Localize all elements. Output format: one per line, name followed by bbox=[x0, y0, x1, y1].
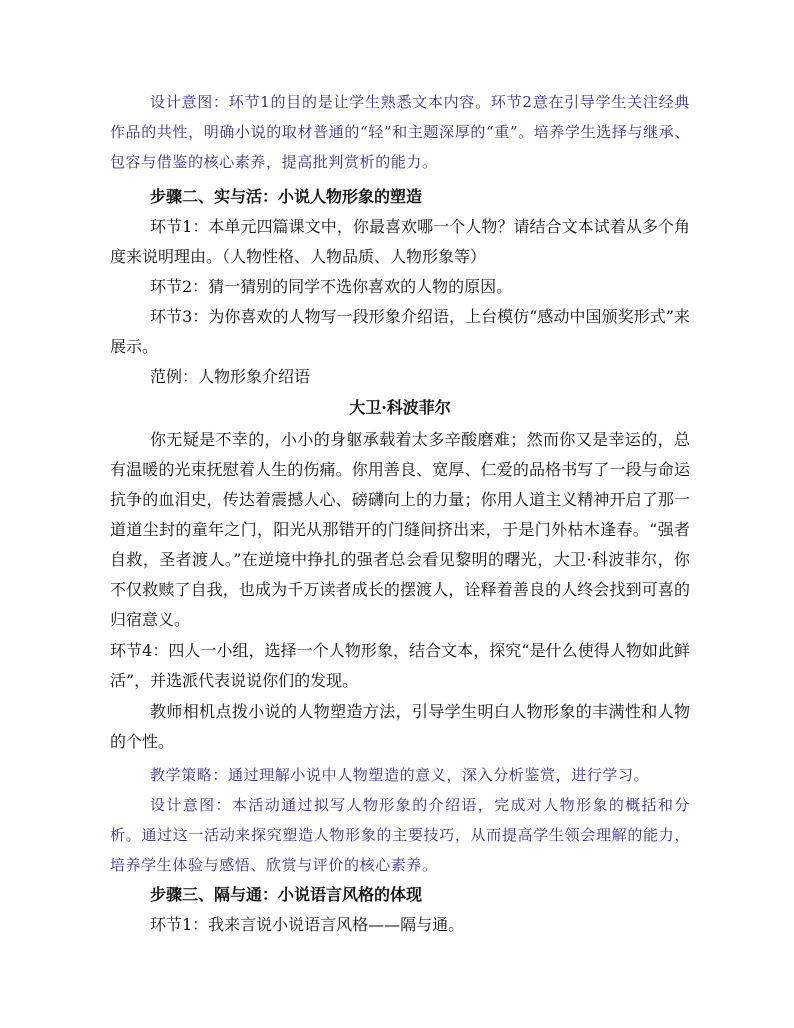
example-body-paragraph: 你无疑是不幸的，小小的身躯承载着太多辛酸磨难；然而你又是幸运的，总有温暖的光束抚慰着人生的伤痛。你用善良、宽厚、仁爱的品格书写了一段与命运抗争的血泪史，传达着震撼人心、磅礴向上的力量；你用人道主义精神开启了那一道道尘封的童年之门，阳光从那错开的门缝间挤出来，于是门外枯木逢春。“强者自救，圣者渡人。”在逆境中挣扎的强者总会看见黎明的曙光，大卫·科波菲尔，你不仅救赎了自我，也成为千万读者成长的摆渡人，诠释着善良的人终会找到可喜的归宿意义。 bbox=[110, 430, 690, 629]
teacher-guidance-paragraph: 教师相机点拨小说的人物塑造方法，引导学生明白人物形象的丰满性和人物的个性。 bbox=[110, 702, 690, 751]
step2-link4-paragraph: 环节4：四人一小组，选择一个人物形象，结合文本，探究“是什么使得人物如此鲜活”，并选派代表说说你们的发现。 bbox=[110, 641, 690, 690]
step2-link1-paragraph: 环节1：本单元四篇课文中，你最喜欢哪一个人物？请结合文本试着从多个角度来说明理由。（人物性格、人物品质、人物形象等） bbox=[110, 217, 690, 266]
step2-heading: 步骤二、实与活：小说人物形象的塑造 bbox=[150, 187, 423, 206]
example-title: 大卫·科波菲尔 bbox=[349, 398, 451, 417]
example-label: 范例：人物形象介绍语 bbox=[150, 367, 311, 386]
design-intent-paragraph-2: 设计意图：本活动通过拟写人物形象的介绍语，完成对人物形象的概括和分析。通过这一活动来探究塑造人物形象的主要技巧，从而提高学生领会理解的能力，培养学生体验与感悟、欣赏与评价的核心素养。 bbox=[110, 796, 690, 874]
step3-link1-paragraph: 环节1：我来言说小说语言风格——隔与通。 bbox=[150, 915, 465, 934]
step3-heading: 步骤三、隔与通：小说语言风格的体现 bbox=[150, 885, 423, 904]
teaching-strategy-paragraph: 教学策略：通过理解小说中人物塑造的意义，深入分析鉴赏，进行学习。 bbox=[150, 766, 650, 784]
step2-link3-paragraph: 环节3：为你喜欢的人物写一段形象介绍语，上台模仿“感动中国颁奖形式”来展示。 bbox=[110, 307, 690, 356]
step2-link2-paragraph: 环节2：猜一猜别的同学不选你喜欢的人物的原因。 bbox=[150, 277, 513, 296]
design-intent-paragraph-1: 设计意图：环节1的目的是让学生熟悉文本内容。环节2意在引导学生关注经典作品的共性，明确小说的取材普通的“轻”和主题深厚的“重”。培养学生选择与继承、包容与借鉴的核心素养，提高批判赏析的能力。 bbox=[110, 93, 690, 171]
